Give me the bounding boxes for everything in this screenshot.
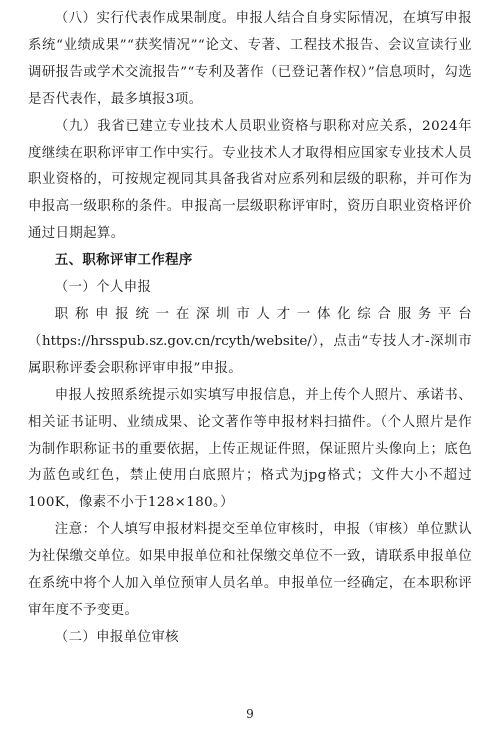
platform-url-link[interactable]: https://hrsspub.sz.gov.cn/rcyth/website/: [42, 333, 312, 349]
platform-instruction-text: ），点击“专技人才-深圳市属职称评委会职称评审申报”申报。: [28, 333, 472, 376]
paragraph-note: 注意：个人填写申报材料提交至单位审核时，申报（审核）单位默认为社保缴交单位。如果申报单位和社保缴交单位不一致，请联系申报单位在系统中将个人加入单位预审人员名单。申报单位一经确定，在本职称评审年度不予变更。: [28, 522, 472, 618]
paragraph-platform: [28, 302, 472, 383]
subsection-heading-1: （一）个人申报: [54, 280, 152, 296]
subsection-heading-2: （二）申报单位审核: [54, 629, 179, 645]
paragraph-9: （九）我省已建立专业技术人员职业资格与职称对应关系，2024年度继续在职称评审工作中实行。专业技术人才取得相应国家专业技术人员职业资格的，可按规定视同其具备我省对应系列和层级的职称，并可作为申报高一级职称的条件。申报高一层级职称评审时，资历自职业资格评价通过日期起算。: [28, 118, 472, 242]
paragraph-8: （八）实行代表作成果制度。申报人结合自身实际情况，在填写申报系统“业绩成果”“获奖情况”“论文、专著、工程技术报告、会议宣读行业调研报告或学术交流报告”“专利及著作（已登记著作权）”信息项时，勾选是否代表作，最多填报3项。: [28, 11, 472, 107]
section-heading-5: 五、职称评审工作程序: [54, 253, 193, 269]
document-body: [28, 6, 472, 652]
page-number: 9: [246, 707, 254, 721]
platform-text: 职称申报统一在深圳市人才一体化综合服务平台（: [28, 306, 472, 349]
paragraph-upload-materials: 申报人按照系统提示如实填写申报信息，并上传个人照片、承诺书、相关证书证明、业绩成果、论文著作等申报材料扫描件。（个人照片是作为制作职称证书的重要依据，上传正规证件照，保证照片头像向上；底色为蓝色或红色，禁止使用白底照片；格式为jpg格式；文件大小不超过100K，像素不小于128×180。）: [28, 387, 472, 511]
